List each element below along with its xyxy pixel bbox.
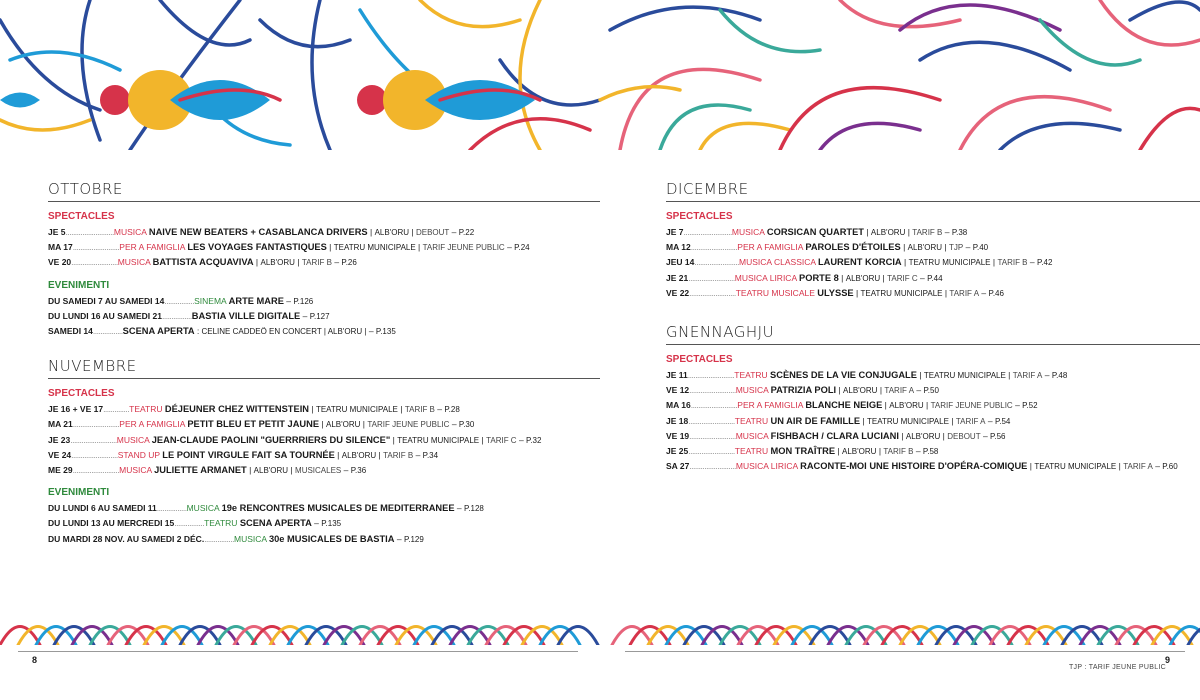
separator: | xyxy=(863,227,871,237)
event-venue: ALB'ORU xyxy=(905,431,941,441)
dash: – xyxy=(913,446,923,457)
separator: | xyxy=(1027,461,1035,472)
section-title: SPECTACLES xyxy=(666,211,733,222)
event-date: JE 25 xyxy=(666,446,689,457)
section-spectacles xyxy=(666,354,1200,474)
section-evenimenti xyxy=(48,487,600,547)
event-row[interactable] xyxy=(48,516,600,531)
leader-dots: ......................... xyxy=(688,272,735,283)
separator: | xyxy=(860,415,867,426)
leader-dots: ......................... xyxy=(689,287,736,298)
event-row[interactable] xyxy=(666,383,1200,398)
leader-dots: ......................... xyxy=(690,400,738,411)
event-title: JULIETTE ARMANET xyxy=(154,465,247,476)
event-title: BLANCHE NEIGE xyxy=(805,400,883,411)
event-tarif: TARIF B xyxy=(912,228,943,237)
leader-dots: ......................... xyxy=(72,419,120,430)
event-date: DU LUNDI 13 AU MERCREDI 15 xyxy=(48,518,175,529)
event-page-ref: P.128 xyxy=(464,504,484,514)
event-page-ref: P.42 xyxy=(1036,258,1053,268)
separator: | xyxy=(853,287,861,298)
dash: – xyxy=(413,449,423,460)
event-title: SCENA APERTA xyxy=(239,518,312,529)
dash: – xyxy=(331,257,342,268)
event-tarif: TARIF C xyxy=(887,273,918,283)
event-page-ref: P.34 xyxy=(422,450,439,460)
event-page-ref: P.126 xyxy=(293,296,314,306)
event-date: DU MARDI 28 NOV. AU SAMEDI 2 DÉC. xyxy=(48,533,205,544)
event-title: ULYSSE xyxy=(817,287,854,298)
separator: | xyxy=(916,370,924,381)
dash: – xyxy=(1027,257,1037,268)
event-page-ref: P.22 xyxy=(458,228,475,237)
event-category: MUSICA xyxy=(735,430,769,441)
event-category: STAND UP xyxy=(117,449,160,460)
dash: – xyxy=(1042,370,1052,381)
dash: – xyxy=(283,295,294,306)
event-title: LAURENT KORCIA xyxy=(817,257,902,268)
event-row[interactable] xyxy=(48,309,600,324)
event-date: SAMEDI 14 xyxy=(48,326,93,337)
event-row[interactable] xyxy=(666,286,1200,301)
event-row[interactable] xyxy=(48,417,600,432)
event-tarif: TARIF A xyxy=(884,386,915,396)
event-date: VE 20 xyxy=(48,257,72,268)
section-title: SPECTACLES xyxy=(666,354,733,366)
event-tarif: TARIF JEUNE PUBLIC xyxy=(930,401,1013,411)
event-venue: ALB'ORU xyxy=(907,243,943,253)
separator: | xyxy=(390,434,398,445)
event-tarif: TARIF JEUNE PUBLIC xyxy=(367,420,450,430)
event-category: MUSICA xyxy=(735,385,769,396)
separator: | xyxy=(309,404,316,415)
event-row[interactable] xyxy=(48,255,600,270)
leader-dots: .............. xyxy=(103,404,130,415)
separator: | xyxy=(253,257,261,268)
footer-rule-right xyxy=(625,651,1185,652)
event-category: MUSICA xyxy=(731,227,765,237)
right-page xyxy=(666,180,1200,490)
event-tarif: TARIF A xyxy=(949,288,980,298)
dash: – xyxy=(942,227,952,237)
event-page-ref: P.32 xyxy=(526,435,542,445)
leader-dots: ......................... xyxy=(688,446,735,457)
event-date: MA 12 xyxy=(666,242,691,253)
leader-dots: ......................... xyxy=(690,242,738,253)
event-row[interactable] xyxy=(48,448,600,463)
event-category: MUSICA LIRICA xyxy=(735,461,798,472)
leader-dots: ......................... xyxy=(687,370,735,381)
event-venue: ALB'ORU xyxy=(843,386,878,396)
event-category: MUSICA xyxy=(233,533,267,544)
event-date: MA 21 xyxy=(48,419,73,430)
section-title: EVENIMENTI xyxy=(48,487,110,499)
event-row[interactable] xyxy=(48,240,600,255)
event-page-ref: P.52 xyxy=(1022,401,1038,411)
event-title: BASTIA VILLE DIGITALE xyxy=(191,310,301,321)
event-category: MUSICA xyxy=(116,434,150,445)
event-row[interactable] xyxy=(666,429,1200,444)
event-page-ref: P.30 xyxy=(458,420,475,430)
event-page-ref: P.50 xyxy=(923,386,939,396)
event-extra: : CELINE CADDEÖ EN CONCERT | ALB'ORU | xyxy=(197,327,367,337)
event-venue: ALB'ORU xyxy=(842,447,877,457)
dash: – xyxy=(979,287,989,298)
event-date: MA 16 xyxy=(666,400,691,411)
section-evenimenti xyxy=(48,280,600,340)
event-page-ref: P.129 xyxy=(403,534,424,544)
separator: | xyxy=(326,242,334,253)
dash: – xyxy=(341,465,351,476)
event-tarif: TARIF C xyxy=(486,435,517,445)
event-category: MUSICA CLASSICA xyxy=(739,257,816,268)
section-spectacles xyxy=(48,388,600,478)
event-date: VE 12 xyxy=(666,385,690,396)
dash: – xyxy=(980,430,991,441)
dash: – xyxy=(914,385,924,396)
event-title: PETIT BLEU ET PETIT JAUNE xyxy=(187,419,320,430)
event-date: DU SAMEDI 7 AU SAMEDI 14 xyxy=(48,295,165,306)
event-category: MUSICA xyxy=(119,465,152,476)
event-page-ref: P.135 xyxy=(375,327,396,337)
decorative-banner-top xyxy=(0,0,1200,150)
dash: – xyxy=(504,242,515,253)
leader-dots: ................ xyxy=(156,503,187,514)
separator: | xyxy=(246,465,254,476)
event-tarif: TARIF B xyxy=(883,447,914,457)
event-title: SCENA APERTA xyxy=(122,326,195,337)
separator: | xyxy=(838,272,846,283)
separator: | xyxy=(877,385,885,396)
event-date: DU LUNDI 6 AU SAMEDI 11 xyxy=(48,503,157,514)
month-heading: DICEMBRE xyxy=(666,180,1200,202)
event-title: JEAN-CLAUDE PAOLINI "GUERRRIERS DU SILENCE" xyxy=(151,434,391,445)
event-date: VE 19 xyxy=(666,430,690,441)
event-row[interactable] xyxy=(666,255,1200,270)
separator: | xyxy=(836,385,844,396)
event-page-ref: P.135 xyxy=(321,519,342,529)
month-block xyxy=(666,180,1200,301)
separator: | xyxy=(397,404,405,415)
event-title: BATTISTA ACQUAVIVA xyxy=(152,257,254,268)
separator: | xyxy=(898,430,906,441)
separator: | xyxy=(319,419,326,430)
leader-dots: ................ xyxy=(92,326,123,337)
event-page-ref: P.38 xyxy=(951,228,968,237)
event-row[interactable] xyxy=(666,225,1200,240)
dash: – xyxy=(917,272,928,283)
separator: | xyxy=(409,227,416,237)
event-category: MUSICA xyxy=(186,503,220,514)
event-page-ref: P.48 xyxy=(1051,371,1068,381)
month-heading: GNENNAGHJU xyxy=(666,323,1200,345)
event-category: TEATRU xyxy=(734,446,769,457)
tarif-legend: TJP : TARIF JEUNE PUBLIC xyxy=(1068,664,1166,671)
leader-dots: ......................... xyxy=(72,465,120,476)
event-tarif: TARIF B xyxy=(997,258,1028,268)
event-date: JE 7 xyxy=(666,227,684,237)
leader-dots: ................ xyxy=(174,518,205,529)
event-tarif: TARIF B xyxy=(301,258,332,268)
separator: | xyxy=(1116,461,1124,472)
leader-dots: ......................... xyxy=(689,461,736,472)
separator: | xyxy=(334,449,342,460)
event-venue: ALB'ORU xyxy=(845,273,881,283)
event-page-ref: P.26 xyxy=(341,258,357,268)
event-date: VE 24 xyxy=(48,449,72,460)
event-date: JEU 14 xyxy=(666,257,695,268)
footer-rule-left xyxy=(18,651,578,652)
leader-dots: ......................... xyxy=(689,430,736,441)
event-venue: TEATRU MUNICIPALE xyxy=(1034,462,1117,472)
event-row[interactable] xyxy=(666,459,1200,474)
event-row[interactable] xyxy=(666,240,1200,255)
event-category: PER A FAMIGLIA xyxy=(737,400,803,411)
dash: – xyxy=(311,518,322,529)
separator: | xyxy=(923,400,931,411)
event-row[interactable] xyxy=(48,463,600,478)
event-category: TEATRU xyxy=(204,518,238,529)
event-venue: TEATRU MUNICIPALE xyxy=(923,371,1006,381)
event-page-ref: P.36 xyxy=(350,466,367,476)
event-venue: ALB'ORU xyxy=(325,420,361,430)
event-category: SINEMA xyxy=(194,295,227,306)
event-category: MUSICA xyxy=(113,227,147,237)
event-venue: ALB'ORU xyxy=(374,228,410,237)
event-category: TEATRU xyxy=(129,404,163,415)
event-tarif: TARIF A xyxy=(955,416,986,426)
leader-dots: ........................ xyxy=(694,257,740,268)
event-page-ref: P.40 xyxy=(972,243,989,253)
event-venue: TEATRU MUNICIPALE xyxy=(860,288,943,298)
leader-dots: .......................... xyxy=(683,227,732,237)
event-row[interactable] xyxy=(48,324,600,339)
event-date: SA 27 xyxy=(666,461,690,472)
event-page-ref: P.28 xyxy=(444,405,460,415)
event-title: NAIVE NEW BEATERS + CASABLANCA DRIVERS xyxy=(148,227,368,237)
event-row[interactable] xyxy=(48,501,600,516)
month-block xyxy=(48,180,600,339)
event-title: CORSICAN QUARTET xyxy=(766,227,864,237)
event-category: PER A FAMIGLIA xyxy=(737,242,803,253)
event-venue: ALB'ORU xyxy=(870,228,906,237)
leader-dots: ......................... xyxy=(72,242,120,253)
separator: | xyxy=(901,257,909,268)
event-category: TEATRU xyxy=(734,415,769,426)
event-tarif: TARIF B xyxy=(404,405,435,415)
event-page-ref: P.46 xyxy=(988,288,1004,298)
dash: – xyxy=(963,242,973,253)
event-page-ref: P.54 xyxy=(994,416,1011,426)
separator: | xyxy=(1005,370,1013,381)
event-venue: ALB'ORU xyxy=(341,450,377,460)
separator: | xyxy=(942,242,950,253)
event-page-ref: P.24 xyxy=(514,243,530,253)
event-tarif: DEBOUT xyxy=(947,431,981,441)
event-category: MUSICA LIRICA xyxy=(734,272,797,283)
event-title: MON TRAÎTRE xyxy=(770,446,836,457)
event-tarif: TJP xyxy=(949,243,964,253)
separator: | xyxy=(294,257,302,268)
dash: – xyxy=(985,415,995,426)
month-heading: NUVEMBRE xyxy=(48,357,600,379)
dash: – xyxy=(449,419,459,430)
dash: – xyxy=(1012,400,1023,411)
event-tarif: MUSICALES xyxy=(295,466,342,476)
event-date: JE 5 xyxy=(48,227,66,237)
event-venue: TEATRU MUNICIPALE xyxy=(866,416,949,426)
event-category: MUSICA xyxy=(117,257,151,268)
event-title: UN AIR DE FAMILLE xyxy=(770,415,861,426)
dash: – xyxy=(434,404,445,415)
event-title: FISHBACH / CLARA LUCIANI xyxy=(770,430,899,441)
event-title: DÉJEUNER CHEZ WITTENSTEIN xyxy=(164,404,309,415)
event-page-ref: P.58 xyxy=(922,447,939,457)
leader-dots: ......................... xyxy=(689,385,736,396)
event-row[interactable] xyxy=(666,271,1200,286)
dash: – xyxy=(366,326,376,337)
dash: – xyxy=(454,503,464,514)
leader-dots: ......................... xyxy=(70,434,117,445)
separator: | xyxy=(835,446,843,457)
separator: | xyxy=(367,227,375,237)
event-row[interactable] xyxy=(48,532,600,547)
event-title: ARTE MARE xyxy=(228,295,284,306)
separator: | xyxy=(880,272,888,283)
event-title: PORTE 8 xyxy=(799,272,839,283)
event-row[interactable] xyxy=(666,444,1200,459)
event-date: MA 17 xyxy=(48,242,73,253)
leader-dots: ......................... xyxy=(71,257,118,268)
event-title: 19e RENCONTRES MUSICALES DE MEDITERRANEE xyxy=(221,503,455,514)
separator: | xyxy=(940,430,948,441)
event-title: SCÈNES DE LA VIE CONJUGALE xyxy=(770,370,917,381)
separator: | xyxy=(905,227,913,237)
month-block xyxy=(666,323,1200,474)
event-venue: TEATRU MUNICIPALE xyxy=(397,435,480,445)
separator: | xyxy=(948,415,956,426)
separator: | xyxy=(360,419,368,430)
event-date: JE 21 xyxy=(666,272,689,283)
event-row[interactable] xyxy=(48,402,600,417)
separator: | xyxy=(479,434,487,445)
event-row[interactable] xyxy=(666,368,1200,383)
event-tarif: TARIF A xyxy=(1123,462,1153,472)
event-title: LES VOYAGES FANTASTIQUES xyxy=(187,242,327,253)
event-date: ME 29 xyxy=(48,465,73,476)
event-date: JE 18 xyxy=(666,415,689,426)
section-spectacles xyxy=(48,211,600,271)
event-row[interactable] xyxy=(48,225,600,240)
event-category: PER A FAMIGLIA xyxy=(119,419,185,430)
event-venue: TEATRU MUNICIPALE xyxy=(315,405,398,415)
event-row[interactable] xyxy=(666,398,1200,413)
decorative-arc xyxy=(1188,627,1200,646)
event-title: PATRIZIA POLI xyxy=(770,385,837,396)
page-number-left: 8 xyxy=(32,655,38,665)
event-category: PER A FAMIGLIA xyxy=(119,242,185,253)
section-title: SPECTACLES xyxy=(48,211,115,222)
separator: | xyxy=(376,449,384,460)
event-row[interactable] xyxy=(666,414,1200,429)
month-heading: OTTOBRE xyxy=(48,180,600,202)
dash: – xyxy=(516,434,527,445)
dash: – xyxy=(300,310,310,321)
event-tarif: TARIF JEUNE PUBLIC xyxy=(422,243,505,253)
event-title: RACONTE-MOI UNE HISTOIRE D'OPÉRA-COMIQUE xyxy=(800,461,1028,472)
event-category: TEATRU xyxy=(734,370,768,381)
dash: – xyxy=(1152,461,1163,472)
leader-dots: ................ xyxy=(204,533,234,544)
event-date: VE 22 xyxy=(666,287,690,298)
event-date: DU LUNDI 16 AU SAMEDI 21 xyxy=(48,310,162,321)
event-page-ref: P.60 xyxy=(1162,462,1178,472)
event-row[interactable] xyxy=(48,433,600,448)
event-date: JE 11 xyxy=(666,370,688,381)
separator: | xyxy=(288,465,296,476)
event-page-ref: P.56 xyxy=(990,431,1006,441)
month-block xyxy=(48,357,600,547)
separator: | xyxy=(876,446,884,457)
event-tarif: TARIF A xyxy=(1012,371,1043,381)
event-page-ref: P.127 xyxy=(309,311,330,321)
separator: | xyxy=(882,400,890,411)
separator: | xyxy=(990,257,998,268)
dash: – xyxy=(394,533,404,544)
event-title: LE POINT VIRGULE FAIT SA TOURNÉE xyxy=(162,449,335,460)
leader-dots: ................ xyxy=(161,310,192,321)
leader-dots: .......................... xyxy=(65,227,114,237)
section-title: SPECTACLES xyxy=(48,388,115,400)
event-tarif: DEBOUT xyxy=(415,228,450,237)
event-title: 30e MUSICALES DE BASTIA xyxy=(268,533,395,544)
leader-dots: ......................... xyxy=(71,449,118,460)
event-title: PAROLES D'ÉTOILES xyxy=(805,242,901,253)
dash: – xyxy=(449,227,459,237)
event-row[interactable] xyxy=(48,294,600,309)
page-number-right: 9 xyxy=(1165,655,1171,665)
separator: | xyxy=(415,242,423,253)
event-date: JE 23 xyxy=(48,434,71,445)
event-category: TEATRU MUSICALE xyxy=(735,287,815,298)
event-venue: TEATRU MUNICIPALE xyxy=(333,243,416,253)
section-spectacles xyxy=(666,211,1200,301)
event-venue: ALB'ORU xyxy=(889,401,924,411)
event-venue: ALB'ORU xyxy=(260,258,295,268)
event-tarif: TARIF B xyxy=(383,450,414,460)
separator: | xyxy=(900,242,908,253)
section-title: EVENIMENTI xyxy=(48,279,110,291)
event-date: JE 16 + VE 17 xyxy=(48,404,104,415)
event-page-ref: P.44 xyxy=(927,273,943,283)
event-venue: ALB'ORU xyxy=(253,466,289,476)
left-page xyxy=(48,180,600,563)
separator: | xyxy=(942,287,950,298)
leader-dots: ......................... xyxy=(688,415,735,426)
decorative-banner-bottom xyxy=(0,600,1200,645)
event-venue: TEATRU MUNICIPALE xyxy=(908,258,991,268)
leader-dots: ................ xyxy=(164,295,195,306)
